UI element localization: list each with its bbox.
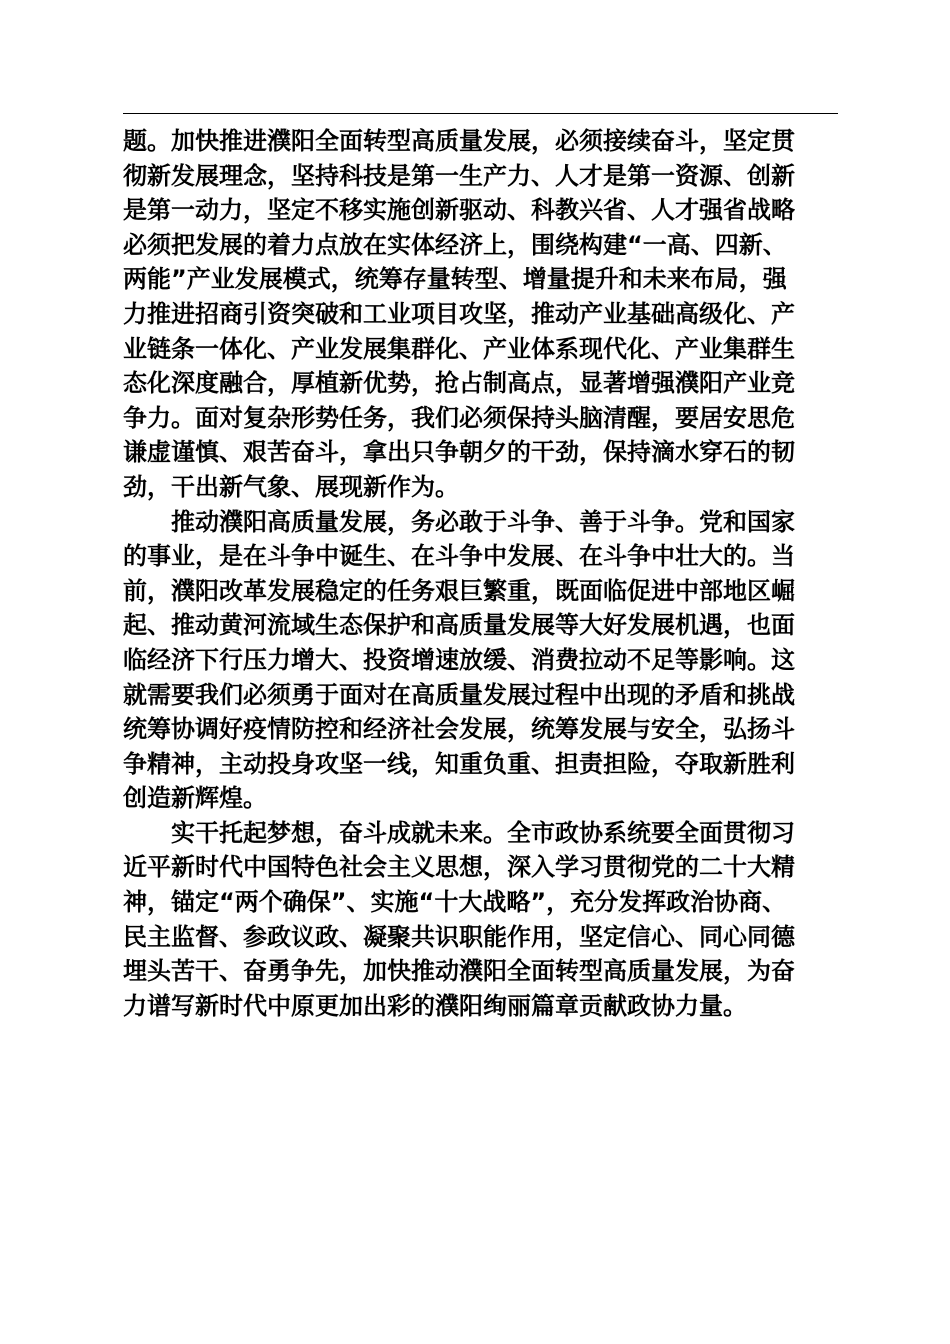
text-line: 力谱写新时代中原更加出彩的濮阳绚丽篇章贡献政协力量。 bbox=[123, 991, 747, 1020]
text-line: 力推进招商引资突破和工业项目攻坚，推动产业基础高级化、产 bbox=[123, 299, 795, 328]
text-line: 态化深度融合，厚植新优势，抢占制高点，显著增强濮阳产业竞 bbox=[123, 369, 795, 398]
text-line: 劲，干出新气象、展现新作为。 bbox=[123, 472, 459, 501]
text-line: 就需要我们必须勇于面对在高质量发展过程中出现的矛盾和挑战 bbox=[123, 680, 795, 709]
text-line: 的事业，是在斗争中诞生、在斗争中发展、在斗争中壮大的。当 bbox=[123, 542, 795, 571]
text-line: 临经济下行压力增大、投资增速放缓、消费拉动不足等影响。这 bbox=[123, 645, 795, 674]
text-line: 是第一动力，坚定不移实施创新驱动、科教兴省、人才强省战略 bbox=[123, 196, 795, 225]
text-line: 业链条一体化、产业发展集群化、产业体系现代化、产业集群生 bbox=[123, 334, 795, 363]
paragraph-1 bbox=[123, 124, 838, 505]
text-line: 彻新发展理念，坚持科技是第一生产力、人才是第一资源、创新 bbox=[123, 161, 795, 190]
text-line: 前，濮阳改革发展稳定的任务艰巨繁重，既面临促进中部地区崛 bbox=[123, 576, 795, 605]
text-line: 必须把发展的着力点放在实体经济上，围绕构建“一高、四新、 bbox=[123, 230, 787, 259]
text-line: 谦虚谨慎、艰苦奋斗，拿出只争朝夕的干劲，保持滴水穿石的韧 bbox=[123, 438, 795, 467]
text-line: 神，锚定“两个确保”、实施“十大战略”，充分发挥政治协商、 bbox=[123, 888, 787, 917]
text-line: 起、推动黄河流域生态保护和高质量发展等大好发展机遇，也面 bbox=[123, 611, 795, 640]
text-line: 两能”产业发展模式，统筹存量转型、增量提升和未来布局，强 bbox=[123, 265, 787, 294]
text-line: 埋头苦干、奋勇争先，加快推动濮阳全面转型高质量发展，为奋 bbox=[123, 957, 795, 986]
text-line: 实干托起梦想，奋斗成就未来。全市政协系统要全面贯彻习 bbox=[171, 818, 795, 847]
text-line: 统筹协调好疫情防控和经济社会发展，统筹发展与安全，弘扬斗 bbox=[123, 715, 795, 744]
text-line: 题。加快推进濮阳全面转型高质量发展，必须接续奋斗，坚定贯 bbox=[123, 127, 795, 155]
text-line: 争精神，主动投身攻坚一线，知重负重、担责担险，夺取新胜利 bbox=[123, 749, 795, 778]
body-text bbox=[123, 124, 838, 1023]
header-rule bbox=[123, 113, 838, 114]
text-line: 民主监督、参政议政、凝聚共识职能作用，坚定信心、同心同德 bbox=[123, 922, 795, 951]
paragraph-2 bbox=[123, 505, 838, 816]
text-line: 近平新时代中国特色社会主义思想，深入学习贯彻党的二十大精 bbox=[123, 853, 795, 882]
text-line: 创造新辉煌。 bbox=[123, 784, 267, 813]
text-line: 推动濮阳高质量发展，务必敢于斗争、善于斗争。党和国家 bbox=[171, 507, 795, 536]
text-line: 争力。面对复杂形势任务，我们必须保持头脑清醒，要居安思危 bbox=[123, 403, 795, 432]
paragraph-3 bbox=[123, 816, 838, 1024]
